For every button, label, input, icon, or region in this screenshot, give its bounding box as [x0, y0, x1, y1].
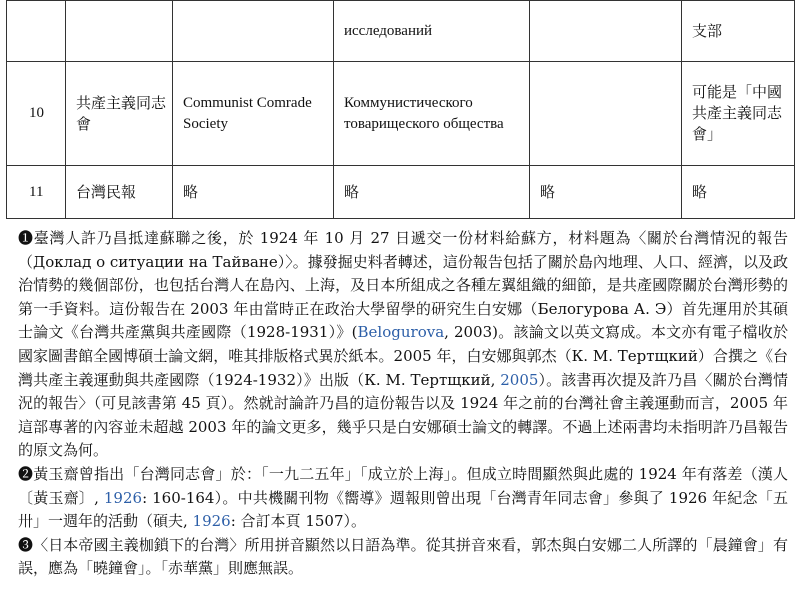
cell-id: 10 [7, 62, 66, 166]
footnote-1 [18, 227, 788, 463]
citation-link[interactable]: 2005 [500, 370, 539, 389]
footnote-2 [18, 463, 788, 534]
cell-note: 可能是「中國共產主義同志會」 [682, 62, 795, 166]
cell-english: Communist Comrade Society [173, 62, 334, 166]
footnotes [18, 227, 788, 581]
cell-other: 略 [530, 166, 682, 219]
cell-note: 支部 [682, 1, 795, 62]
cell-english: 略 [173, 166, 334, 219]
citation-link[interactable]: Belogurova [357, 323, 445, 342]
footnote-marker: ❶ [18, 229, 34, 247]
footnote-text: 黃玉齋曾指出「台灣同志會」於：「一九二五年」「成立於上海」。但成立時間顯然與此處的 1924 年有落差（漢人〔黃玉齋〕, [18, 464, 788, 507]
cell-name: 台灣民報 [66, 166, 173, 219]
footnote-text: , 2003)。該論文以英文寫成。本文亦有電子檔收於國家圖書館全國博碩士論文網，唯其排版格式異於紙本。2005 年，白安娜與郭杰（К. М. Тертщкий）合撰之《台灣共產主義運動與共產國際（1924-1932）》出版（К. М. Тертщкий, [18, 323, 788, 389]
organization-table [6, 0, 795, 219]
cell-russian: 略 [334, 166, 530, 219]
footnote-text: : 160-164）。中共機關刊物《嚮導》週報則曾出現「台灣青年同志會」參與了 1926 年紀念「五卅」一週年的活動（碩夫, [18, 488, 788, 531]
table-row [7, 62, 795, 166]
citation-link[interactable]: 1926 [192, 512, 231, 531]
cell-russian: исследований [334, 1, 530, 62]
footnote-3 [18, 534, 788, 581]
table-row [7, 166, 795, 219]
cell-english [173, 1, 334, 62]
cell-other [530, 1, 682, 62]
cell-note: 略 [682, 166, 795, 219]
citation-link[interactable]: 1926 [103, 488, 143, 507]
footnote-text: : 合訂本頁 1507）。 [230, 512, 366, 531]
cell-id [7, 1, 66, 62]
footnote-text: ）。該書再次提及許乃昌〈關於台灣情況的報告〉（可見該書第 45 頁）。然就討論許乃昌的這份報告以及 1924 年之前的台灣社會主義運動而言，2005 年這部專著的內容並未超越 2003 年的論文更多，幾乎只是白安娜碩士論文的轉譯。不過上述兩書均未指明許乃昌報告的原文為何。 [18, 370, 788, 460]
cell-id: 11 [7, 166, 66, 219]
cell-name [66, 1, 173, 62]
footnote-marker: ❷ [18, 464, 34, 483]
footnote-text: 〈日本帝國主義枷鎖下的台灣〉所用拼音顯然以日語為準。從其拼音來看，郭杰與白安娜二人所譯的「晨鐘會」有誤，應為「曉鐘會」。「赤華黨」則應無誤。 [18, 535, 788, 578]
footnote-text: 臺灣人許乃昌抵達蘇聯之後，於 1924 年 10 月 27 日遞交一份材料給蘇方，材料題為〈關於台灣情況的報告（Доклад о ситуации на Тайване）〉。據發掘史料者轉述，這份報告包括了關於島內地理、人口、經濟，以及政治情勢的幾個部份，也包括台灣人在島內、上海，及日本所組成之各種左翼組織的細節，是共產國際關於台灣形勢的第一手資料。這份報告在 2003 年由當時正在政治大學留學的研究生白安娜（Белогурова А. Э）首先運用於其碩士論文《台灣共產黨與共產國際（1928-1931）》( [18, 229, 788, 342]
cell-name: 共產主義同志會 [66, 62, 173, 166]
table-row [7, 1, 795, 62]
cell-russian: Коммунистического товарищеского общества [334, 62, 530, 166]
footnote-marker: ❸ [18, 535, 34, 554]
cell-other [530, 62, 682, 166]
